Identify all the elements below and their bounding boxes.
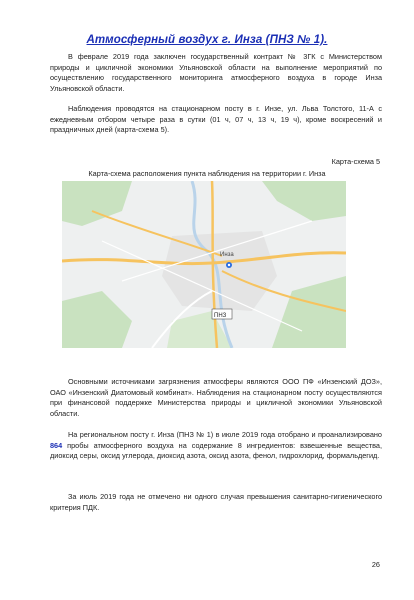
page-title: Атмосферный воздух г. Инза (ПНЗ № 1). xyxy=(86,34,328,46)
paragraph-samples-after: пробы атмосферного воздуха на содержание 8 ингредиентов: взвешенные вещества, диоксид серы, оксид углерода, диоксид азота, оксид азота, фенол, гидрохлорид, формальдегид. xyxy=(50,440,382,461)
paragraph-conclusion xyxy=(50,492,382,513)
station-label: ПНЗ xyxy=(214,313,227,319)
paragraph-observations-text: Наблюдения проводятся на стационарном посту в г. Инзе, ул. Льва Толстого, 11-А с ежедневным отбором четыре раза в сутки (01 ч, 07 ч, 13 ч, 19 ч), кроме воскресений и праздничных дней (карта-схема 5). xyxy=(50,104,382,135)
samples-count: 864 xyxy=(50,440,63,450)
page-number: 26 xyxy=(371,560,380,569)
paragraph-sources-text: Основными источниками загрязнения атмосферы являются ООО ПФ «Инзенский ДОЗ», ОАО «Инзенский Диатомовый комбинат». Наблюдения на стационарном посту осуществляются при финансовой поддержке Министерства природы и цикличной экономики Ульяновской области. xyxy=(50,377,382,418)
map-title: Карта-схема расположения пункта наблюдения на территории г. Инза xyxy=(88,169,326,178)
town-label: Инза xyxy=(220,252,234,258)
paragraph-samples-before: На региональном посту г. Инза (ПНЗ № 1) в июле 2019 года отобрано и проанализировано xyxy=(68,430,382,439)
station-map xyxy=(62,181,346,348)
station-marker-icon xyxy=(226,262,232,268)
paragraph-sources xyxy=(50,377,382,419)
map-graphic xyxy=(62,181,346,348)
map-caption: Карта-схема 5 xyxy=(331,157,380,166)
paragraph-contract xyxy=(50,52,382,94)
paragraph-contract-text: В феврале 2019 года заключен государственный контракт № 3ГК с Министерством природы и цикличной экономики Ульяновской области на выполнение мероприятий по осуществлению государственного мониторинга атмосферного воздуха в городе Инза Ульяновской области. xyxy=(50,52,382,93)
paragraph-samples xyxy=(50,430,382,462)
paragraph-observations xyxy=(50,104,382,136)
paragraph-conclusion-text: За июль 2019 года не отмечено ни одного случая превышения санитарно-гигиенического критерия ПДК. xyxy=(50,492,382,512)
